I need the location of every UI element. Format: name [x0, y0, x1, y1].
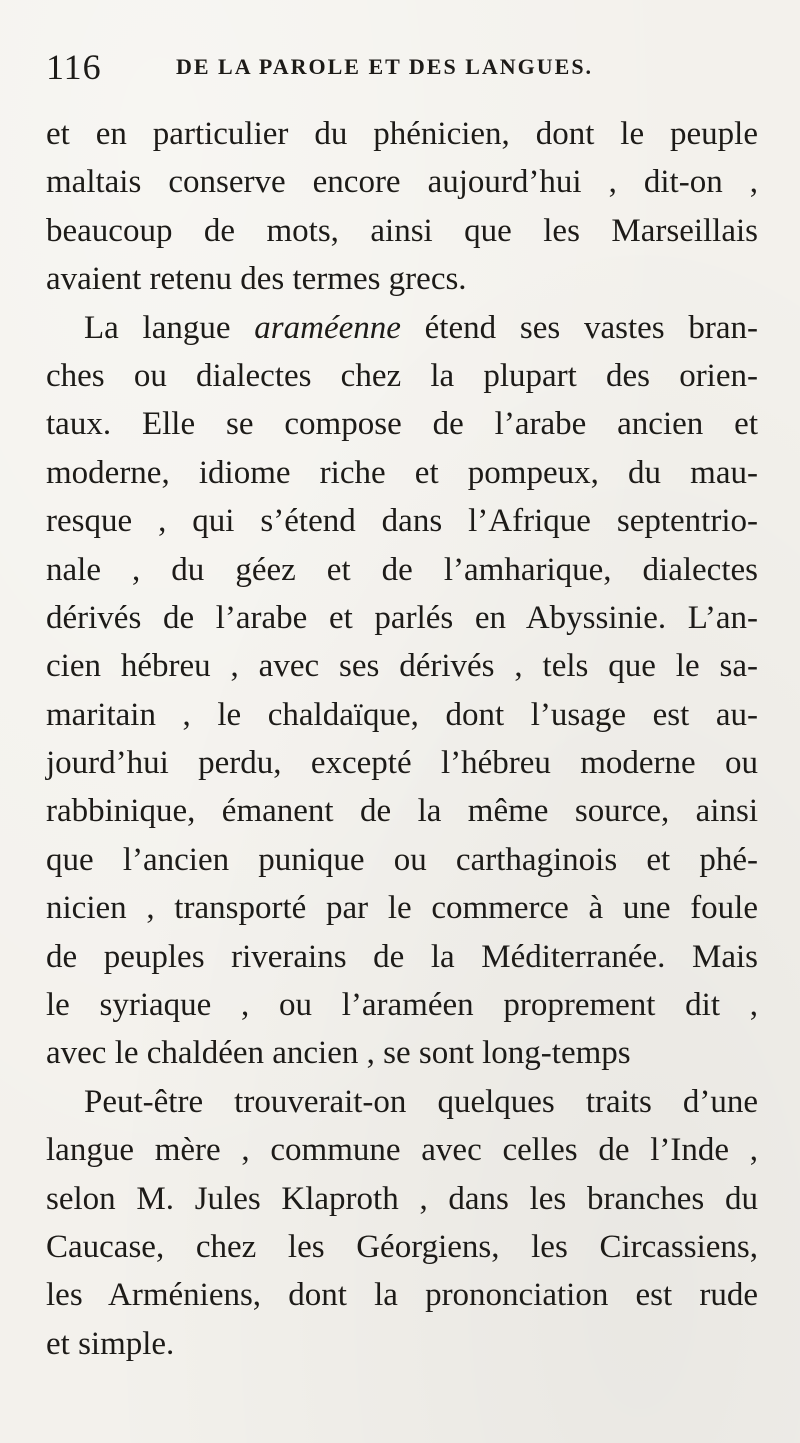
- page-number: 116: [46, 47, 102, 87]
- text-line: et en particulier du phénicien, dont le peuple: [46, 116, 758, 152]
- text-line: beaucoup de mots, ainsi que les Marseillais: [46, 212, 758, 249]
- text-run: étend ses vastes bran-: [400, 309, 758, 346]
- text-line: Peut-être trouverait-on quelques traits d’une: [84, 1083, 758, 1120]
- text-line: dérivés de l’arabe et parlés en Abyssinie. L’an-: [46, 599, 758, 636]
- text-line: avaient retenu des termes grecs.: [46, 261, 467, 298]
- text-line: [46, 304, 758, 352]
- text-line: moderne, idiome riche et pompeux, du mau-: [46, 454, 758, 491]
- paragraph-3: [46, 1078, 758, 1368]
- text-line: maltais conserve encore aujourd’hui , dit-on ,: [46, 164, 758, 201]
- body-text: [46, 110, 758, 1368]
- text-line: resque , qui s’étend dans l’Afrique septentrio-: [46, 503, 758, 540]
- text-line: et simple.: [46, 1325, 175, 1362]
- paragraph-2: [46, 304, 758, 1078]
- italic-term: araméenne: [254, 309, 401, 346]
- text-line: les Arméniens, dont la prononciation est rude: [46, 1277, 758, 1314]
- text-line: ches ou dialectes chez la plupart des orien-: [46, 357, 758, 394]
- text-line: maritain , le chaldaïque, dont l’usage est au-: [46, 696, 758, 733]
- text-line: rabbinique, émanent de la même source, ainsi: [46, 793, 758, 830]
- text-line: nale , du géez et de l’amharique, dialectes: [46, 551, 758, 588]
- running-title: DE LA PAROLE ET DES LANGUES.: [176, 54, 594, 79]
- text-line: le syriaque , ou l’araméen proprement dit ,: [46, 987, 758, 1024]
- paragraph-1: [46, 110, 758, 304]
- text-line: langue mère , commune avec celles de l’Inde ,: [46, 1132, 758, 1169]
- text-line: selon M. Jules Klaproth , dans les branches du: [46, 1180, 758, 1217]
- text-line: que l’ancien punique ou carthaginois et phé-: [46, 841, 758, 878]
- text-line: de peuples riverains de la Méditerranée. Mais: [46, 938, 758, 975]
- text-line: nicien , transporté par le commerce à une foule: [46, 890, 758, 927]
- text-line: taux. Elle se compose de l’arabe ancien et: [46, 406, 758, 443]
- text-line: avec le chaldéen ancien , se sont long-temps: [46, 1035, 631, 1072]
- text-run: La langue: [84, 309, 255, 346]
- text-line: Caucase, chez les Géorgiens, les Circassiens,: [46, 1228, 758, 1265]
- text-line: cien hébreu , avec ses dérivés , tels que le sa-: [46, 648, 758, 685]
- text-line: jourd’hui perdu, excepté l’hébreu moderne ou: [46, 745, 758, 782]
- page-header: [46, 44, 756, 90]
